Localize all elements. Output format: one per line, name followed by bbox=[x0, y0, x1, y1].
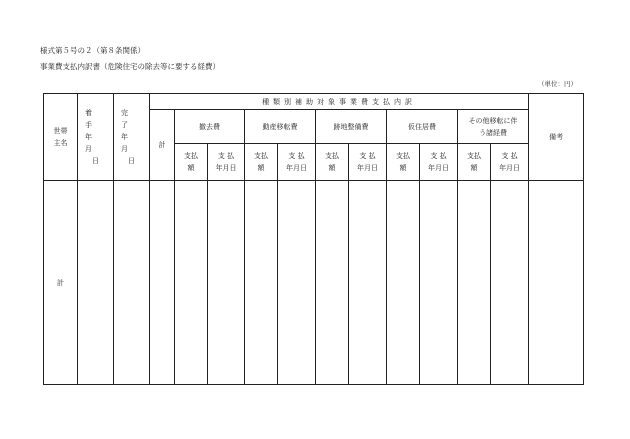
date-subheader: 支 払 年月日 bbox=[491, 144, 529, 181]
demolition-date-cell bbox=[208, 181, 245, 385]
total-cell bbox=[150, 181, 175, 385]
date-subheader: 支 払 年月日 bbox=[208, 144, 245, 181]
movables-amount-cell bbox=[245, 181, 278, 385]
start-date-cell bbox=[78, 181, 114, 385]
start-date-header: 着 手 年 月 日 bbox=[78, 94, 114, 181]
payment-breakdown-table bbox=[43, 93, 584, 385]
category-movables-relocation: 動産移転費 bbox=[245, 110, 316, 144]
header-row-1 bbox=[44, 94, 584, 110]
body-row bbox=[44, 181, 584, 385]
household-head-header: 世帯 主名 bbox=[44, 94, 78, 181]
category-other-relocation-costs: その他移転に伴 う諸経費 bbox=[458, 110, 529, 144]
completion-date-cell bbox=[114, 181, 150, 385]
form-subtitle: 事業費支払内訳書（危険住宅の除去等に要する経費） bbox=[40, 62, 220, 71]
amount-subheader: 支払 額 bbox=[458, 144, 491, 181]
remarks-header: 備考 bbox=[529, 94, 584, 181]
other-date-cell bbox=[491, 181, 529, 385]
temp-housing-amount-cell bbox=[387, 181, 420, 385]
completion-date-header: 完 了 年 月 日 bbox=[114, 94, 150, 181]
category-site-preparation: 跡地整備費 bbox=[316, 110, 387, 144]
remarks-cell bbox=[529, 181, 584, 385]
date-subheader: 支 払 年月日 bbox=[278, 144, 316, 181]
category-header: 種類別補助対象事業費支払内訳 bbox=[150, 94, 529, 110]
site-date-cell bbox=[349, 181, 387, 385]
amount-subheader: 支払 額 bbox=[316, 144, 349, 181]
temp-housing-date-cell bbox=[420, 181, 458, 385]
movables-date-cell bbox=[278, 181, 316, 385]
date-subheader: 支 払 年月日 bbox=[349, 144, 387, 181]
total-column-header: 計 bbox=[150, 110, 175, 181]
unit-note: （単位：円） bbox=[538, 80, 577, 88]
amount-subheader: 支払 額 bbox=[175, 144, 208, 181]
category-temporary-housing: 仮住居費 bbox=[387, 110, 458, 144]
amount-subheader: 支払 額 bbox=[245, 144, 278, 181]
date-subheader: 支 払 年月日 bbox=[420, 144, 458, 181]
demolition-amount-cell bbox=[175, 181, 208, 385]
amount-subheader: 支払 額 bbox=[387, 144, 420, 181]
total-row-label: 計 bbox=[44, 181, 78, 385]
category-demolition: 撤去費 bbox=[175, 110, 245, 144]
site-amount-cell bbox=[316, 181, 349, 385]
other-amount-cell bbox=[458, 181, 491, 385]
form-title: 様式第５号の２（第８条関係） bbox=[40, 46, 145, 55]
